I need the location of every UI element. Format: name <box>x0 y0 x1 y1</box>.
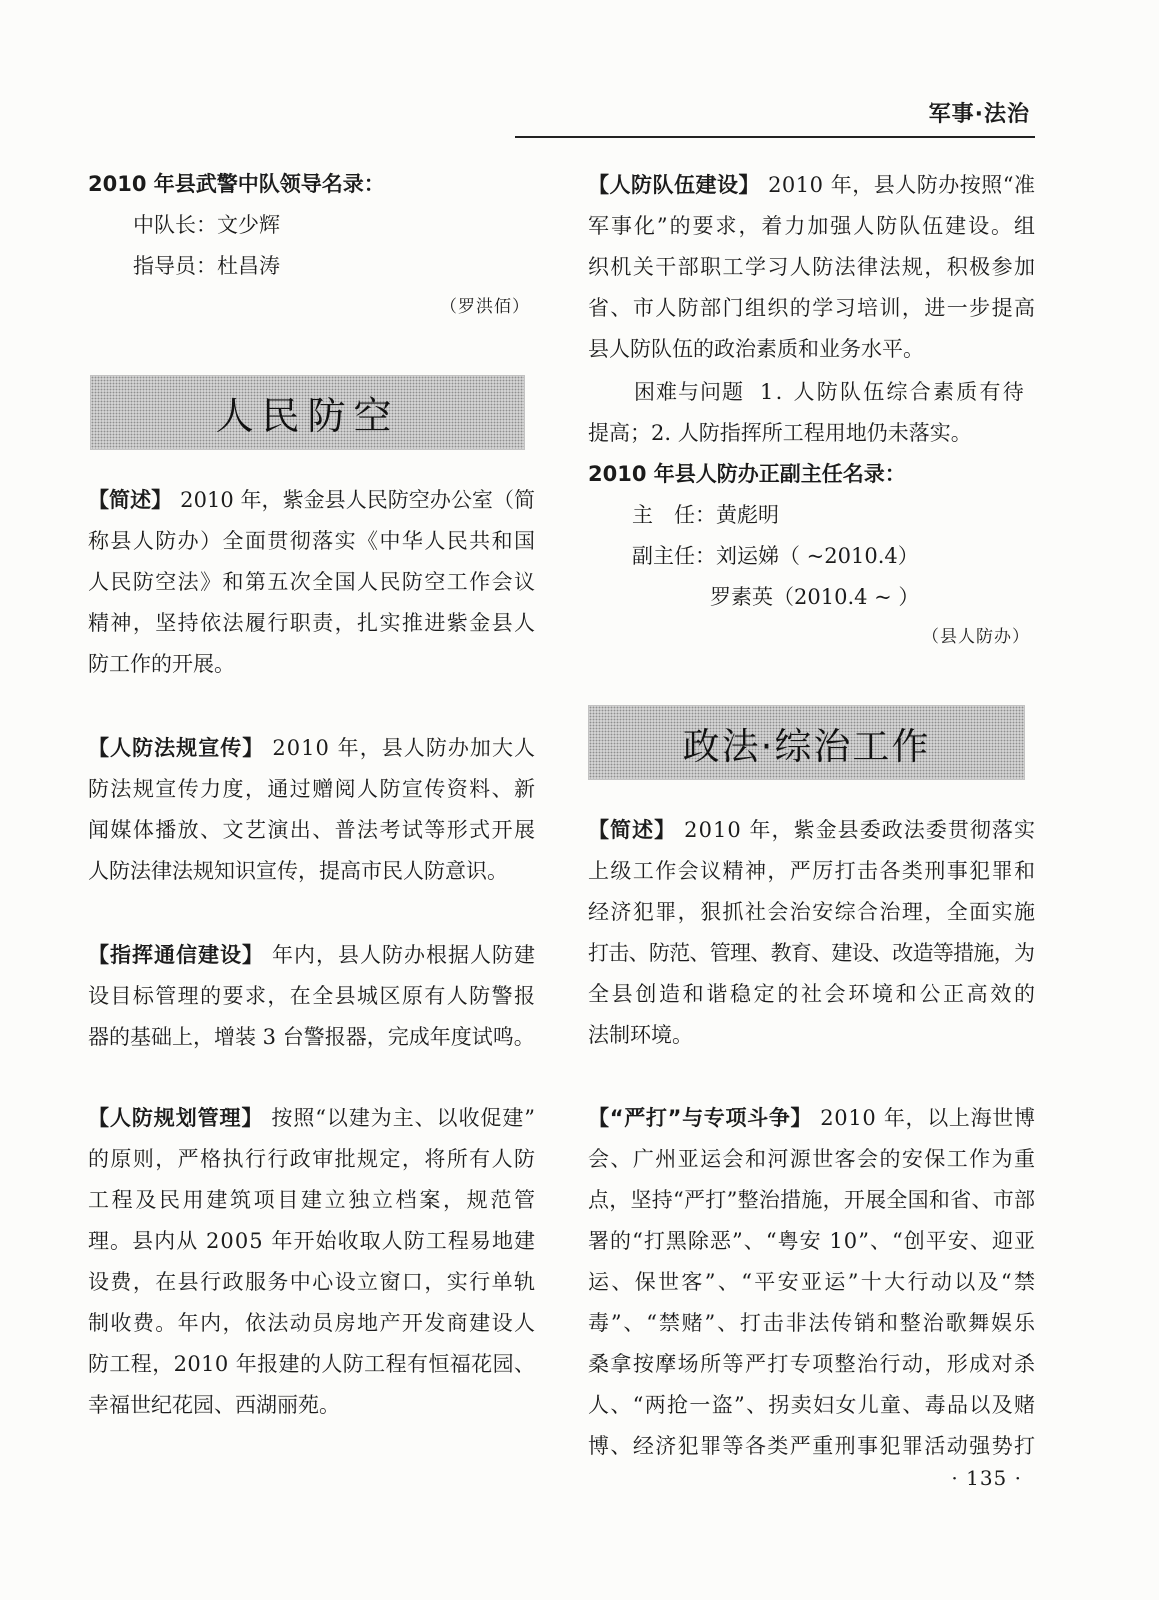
paragraph-line <box>88 1221 535 1262</box>
paragraph-line <box>88 1303 535 1344</box>
issues-text: 提高；2. 人防指挥所工程用地仍未落实。 <box>588 421 972 445</box>
paragraph-line <box>588 1303 1035 1344</box>
paragraph-team-building <box>588 165 1035 370</box>
paragraph-line <box>588 247 1035 288</box>
paragraph-line <box>588 1344 1035 1385</box>
paragraph-line-content <box>88 859 508 883</box>
roster-title-line <box>588 454 1035 495</box>
paragraph-regulation-publicity <box>88 728 535 892</box>
paragraph-line <box>88 976 535 1017</box>
paragraph-text: 军事化”的要求，着力加强人防队伍建设。组 <box>588 214 1037 238</box>
roster-entry-text: 主 任：黄彪明 <box>632 503 779 527</box>
paragraph-text: 运、保世客”、“平安亚运”十大行动以及“禁 <box>588 1270 1038 1294</box>
paragraph-text: 县人防队伍的政治素质和业务水平。 <box>588 337 924 361</box>
paragraph-line <box>88 935 535 976</box>
paragraph-line-content <box>588 255 1036 279</box>
header-rule <box>515 136 1035 138</box>
paragraph-text: 2010 年，紫金县委政法委贯彻落实 <box>684 818 1037 842</box>
paragraph-politics-law-overview <box>588 810 1038 1056</box>
paragraph-line <box>588 810 1035 851</box>
roster-source-text: （县人防办） <box>922 627 1030 647</box>
paragraph-heading: 【人防规划管理】 <box>88 1106 264 1130</box>
paragraph-text: 年内，县人防办根据人防建 <box>272 943 536 967</box>
roster-entry-text: 副主任：刘运娣（ ~2010.4） <box>632 544 919 568</box>
paragraph-line-content <box>588 941 1034 965</box>
paragraph-line-content <box>588 1393 1036 1417</box>
issues-line <box>588 372 1035 413</box>
paragraph-line <box>88 1385 535 1426</box>
roster-entry <box>88 205 535 246</box>
paragraph-line <box>588 1262 1038 1303</box>
paragraph-line-content <box>588 859 1036 883</box>
roster-entry <box>588 536 1035 577</box>
issues-line-content <box>634 380 1026 404</box>
paragraph-line-content <box>88 777 536 801</box>
paragraph-line-content <box>88 570 536 594</box>
paragraph-text: 按照“以建为主、以收促建” <box>271 1106 536 1130</box>
paragraph-text: 设目标管理的要求，在全县城区原有人防警报 <box>88 984 537 1008</box>
paragraph-text: 打击、防范、管理、教育、建设、改造等措施，为 <box>588 941 1035 965</box>
paragraph-text: 2010 年，县人防办按照“准 <box>768 173 1036 197</box>
roster-title: 2010 年县武警中队领导名录： <box>88 172 385 196</box>
paragraph-line-content <box>88 1311 536 1335</box>
paragraph-command-communication <box>88 935 535 1058</box>
roster-entry-continuation <box>588 577 1035 618</box>
roster-entry-text: 中队长：文少辉 <box>133 213 280 237</box>
difficulties-and-issues <box>588 372 1035 454</box>
paragraph-line-content <box>588 1106 1036 1130</box>
paragraph-line-content <box>588 296 1036 320</box>
paragraph-line <box>88 521 535 562</box>
civil-air-defense-office-roster <box>588 454 1035 656</box>
paragraph-line-content <box>88 529 536 553</box>
paragraph-line-content <box>88 1393 340 1417</box>
issues-label: 困难与问题 <box>634 380 744 404</box>
paragraph-heading: 【指挥通信建设】 <box>88 943 264 967</box>
paragraph-line-content <box>88 818 536 842</box>
paragraph-text: 理。县内从 2005 年开始收取人防工程易地建 <box>88 1229 537 1253</box>
paragraph-heading: 【人防队伍建设】 <box>588 173 761 197</box>
paragraph-line-content <box>588 1311 1037 1335</box>
paragraph-text: 毒”、“禁赌”、打击非法传销和整治歌舞娱乐 <box>588 1311 1037 1335</box>
paragraph-text: 闻媒体播放、文艺演出、普法考试等形式开展 <box>88 818 537 842</box>
paragraph-line-content <box>588 337 924 361</box>
paragraph-text: 的原则，严格执行行政审批规定，将所有人防 <box>88 1147 537 1171</box>
paragraph-line-content <box>588 1352 1036 1376</box>
paragraph-line-content <box>588 1270 1037 1294</box>
paragraph-line-content <box>88 943 536 967</box>
section-banner-title: 人民防空 <box>215 394 400 438</box>
paragraph-text: 精神，坚持依法履行职责，扎实推进紫金县人 <box>88 611 537 635</box>
page-number: · 135 · <box>951 1466 1022 1490</box>
paragraph-line-content <box>588 818 1036 842</box>
paragraph-text: 2010 年，以上海世博 <box>820 1106 1036 1130</box>
paragraph-heading: 【人防法规宣传】 <box>88 736 265 760</box>
paragraph-text: 防法规宣传力度，通过赠阅人防宣传资料、新 <box>88 777 537 801</box>
running-header: 军事·法治 <box>928 102 1030 127</box>
armed-police-leadership-roster <box>88 164 535 328</box>
paragraph-line <box>88 851 535 892</box>
roster-source-credit <box>588 618 1035 656</box>
paragraph-line <box>88 1098 535 1139</box>
paragraph-line <box>588 974 1038 1015</box>
paragraph-text: 2010 年，县人防办加大人 <box>272 736 537 760</box>
paragraph-text: 点，坚持“严打”整治措施，开展全国和省、市部 <box>588 1188 1036 1212</box>
paragraph-line <box>588 1426 1035 1467</box>
paragraph-text: 防工程，2010 年报建的人防工程有恒福花园、 <box>88 1352 536 1376</box>
paragraph-line <box>88 603 535 644</box>
paragraph-civil-air-defense-overview <box>88 480 535 685</box>
roster-entry-text: 罗素英（2010.4 ~ ） <box>710 585 920 609</box>
paragraph-line-content <box>88 1270 536 1294</box>
roster-title-line <box>88 164 535 205</box>
paragraph-text: 经济犯罪，狠抓社会治安综合治理，全面实施 <box>588 900 1037 924</box>
paragraph-heading: 【简述】 <box>88 488 173 512</box>
paragraph-line <box>588 165 1035 206</box>
paragraph-line-content <box>588 214 1037 238</box>
paragraph-heading: 【简述】 <box>588 818 677 842</box>
paragraph-text: 制收费。年内，依法动员房地产开发商建设人 <box>88 1311 537 1335</box>
paragraph-line <box>588 288 1035 329</box>
paragraph-line <box>88 1262 535 1303</box>
issues-line <box>588 413 1035 454</box>
paragraph-line-content <box>88 1188 538 1212</box>
paragraph-text: 法制环境。 <box>588 1023 693 1047</box>
paragraph-text: 会、广州亚运会和河源世客会的安保工作为重 <box>588 1147 1037 1171</box>
paragraph-line <box>88 1180 538 1221</box>
paragraph-text: 防工作的开展。 <box>88 652 235 676</box>
section-banner-politics-law <box>588 705 1025 780</box>
paragraph-line <box>588 892 1035 933</box>
paragraph-line <box>588 1098 1035 1139</box>
section-banner-title: 政法·综治工作 <box>682 724 931 768</box>
paragraph-text: 桑拿按摩场所等严打专项整治行动，形成对杀 <box>588 1352 1037 1376</box>
paragraph-line-content <box>588 173 1036 197</box>
paragraph-line <box>88 1344 535 1385</box>
paragraph-line <box>588 933 1035 974</box>
paragraph-text: 设费，在县行政服务中心设立窗口，实行单轨 <box>88 1270 537 1294</box>
paragraph-line <box>88 1017 535 1058</box>
paragraph-text: 器的基础上，增装 3 台警报器，完成年度试鸣。 <box>88 1025 535 1049</box>
issues-text: 1. 人防队伍综合素质有待 <box>760 380 1026 404</box>
paragraph-line-content <box>88 984 536 1008</box>
paragraph-line <box>588 1139 1035 1180</box>
roster-entry-text: 指导员：杜昌涛 <box>133 254 280 278</box>
paragraph-text: 工程及民用建筑项目建立独立档案，规范管 <box>88 1188 538 1212</box>
paragraph-text: 幸福世纪花园、西湖丽苑。 <box>88 1393 340 1417</box>
paragraph-line <box>88 728 535 769</box>
paragraph-line <box>588 1015 1035 1056</box>
paragraph-strike-hard-campaign <box>588 1098 1038 1467</box>
paragraph-text: 人、“两抢一盗”、拐卖妇女儿童、毒品以及赌 <box>588 1393 1037 1417</box>
paragraph-line <box>88 1139 535 1180</box>
paragraph-line-content <box>88 736 536 760</box>
paragraph-text: 称县人防办）全面贯彻落实《中华人民共和国 <box>88 529 537 553</box>
paragraph-text: 人民防空法》和第五次全国人民防空工作会议 <box>88 570 537 594</box>
paragraph-line <box>88 562 535 603</box>
paragraph-line-content <box>588 1147 1036 1171</box>
paragraph-line-content <box>88 1025 535 1049</box>
paragraph-line-content <box>88 611 536 635</box>
paragraph-heading: 【“严打”与专项斗争】 <box>588 1106 813 1130</box>
paragraph-line-content <box>588 900 1036 924</box>
roster-source-credit <box>88 287 535 328</box>
paragraph-line-content <box>588 1188 1035 1212</box>
paragraph-line <box>588 1385 1035 1426</box>
paragraph-text: 2010 年，紫金县人民防空办公室（简 <box>180 488 536 512</box>
paragraph-line <box>588 329 1035 370</box>
paragraph-text: 省、市人防部门组织的学习培训，进一步提高 <box>588 296 1037 320</box>
paragraph-text: 人防法律法规知识宣传，提高市民人防意识。 <box>88 859 508 883</box>
paragraph-line <box>588 1221 1035 1262</box>
paragraph-text: 上级工作会议精神，严厉打击各类刑事犯罪和 <box>588 859 1037 883</box>
paragraph-line-content <box>88 1229 536 1253</box>
paragraph-planning-management <box>88 1098 538 1426</box>
paragraph-text: 署的“打黑除恶”、“粤安 10”、“创平安、迎亚 <box>588 1229 1037 1253</box>
paragraph-line <box>588 851 1035 892</box>
paragraph-line-content <box>588 1023 693 1047</box>
paragraph-line <box>88 769 535 810</box>
paragraph-line <box>88 644 535 685</box>
paragraph-line <box>588 1180 1035 1221</box>
paragraph-text: 全县创造和谐稳定的社会环境和公正高效的 <box>588 982 1038 1006</box>
paragraph-line-content <box>588 1434 1036 1458</box>
roster-title: 2010 年县人防办正副主任名录： <box>588 462 906 486</box>
paragraph-text: 织机关干部职工学习人防法律法规，积极参加 <box>588 255 1037 279</box>
paragraph-line <box>588 206 1035 247</box>
section-banner-civil-air-defense <box>90 375 525 450</box>
paragraph-line-content <box>88 488 535 512</box>
paragraph-line-content <box>88 1147 536 1171</box>
paragraph-line <box>88 810 535 851</box>
paragraph-line-content <box>88 1352 535 1376</box>
roster-source-text: （罗洪佰） <box>440 297 530 317</box>
paragraph-line-content <box>588 1229 1036 1253</box>
roster-entry <box>88 246 535 287</box>
paragraph-text: 博、经济犯罪等各类严重刑事犯罪活动强势打 <box>588 1434 1037 1458</box>
paragraph-line-content <box>88 652 235 676</box>
paragraph-line-content <box>88 1106 536 1130</box>
roster-entry <box>588 495 1035 536</box>
paragraph-line <box>88 480 535 521</box>
paragraph-line-content <box>588 982 1038 1006</box>
